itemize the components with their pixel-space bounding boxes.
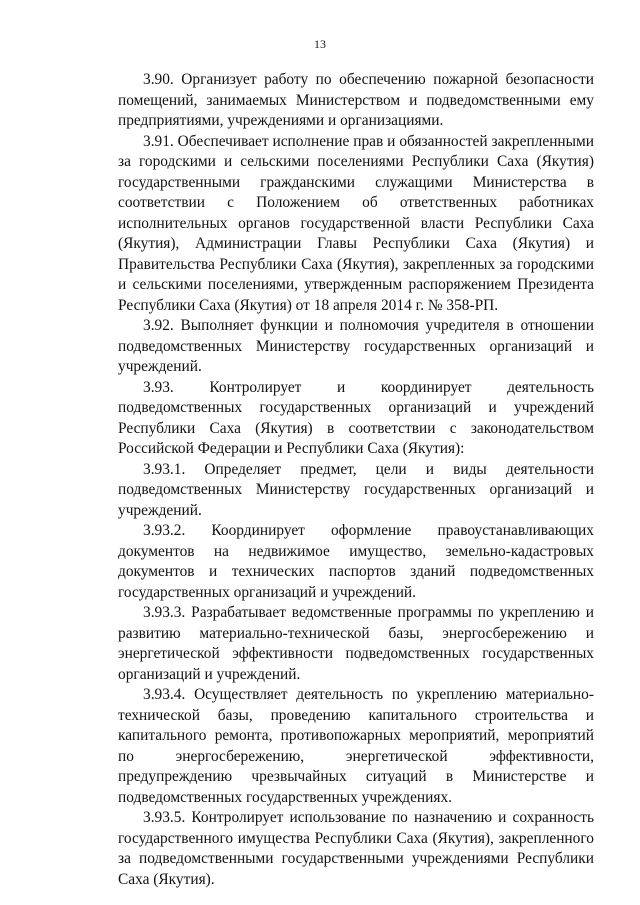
paragraph-3-91: 3.91. Обеспечивает исполнение прав и обязанностей закрепленными за городскими и сельскими поселениями Республики Саха (Якутия) государственными гражданскими служащими Министерства в соответствии с Положением об ответственных работниках исполнительных органов государственной власти Республики Саха (Якутия), Администрации Главы Республики Саха (Якутия) и Правительства Республики Саха (Якутия), закрепленных за городскими и сельскими поселениями, утвержденным распоряжением Президента Республики Саха (Якутия) от 18 апреля 2014 г. № 358-РП. <box>118 132 594 314</box>
paragraph-3-93-5: 3.93.5. Контролирует использование по назначению и сохранность государственного имущества Республики Саха (Якутия), закрепленного за подведомственными государственными учреждениями Республики Саха (Якутия). <box>118 809 594 888</box>
paragraph-3-93-4: 3.93.4. Осуществляет деятельность по укреплению материально-технической базы, проведению капитального строительства и капитального ремонта, противопожарных мероприятий, мероприятий по энергосбережению, энергетической эффективности, предупреждению чрезвычайных ситуаций в Министерстве и подведомственных государственных учреждениях. <box>118 686 594 806</box>
paragraph-3-93-1: 3.93.1. Определяет предмет, цели и виды деятельности подведомственных Министерству государственных организаций и учреждений. <box>118 460 594 519</box>
paragraph-3-93: 3.93. Контролирует и координирует деятельность подведомственных государственных организаций и учреждений Республики Саха (Якутия) в соответствии с законодательством Российской Федерации и Республики Саха (Якутия): <box>118 378 594 457</box>
paragraph-3-92: 3.92. Выполняет функции и полномочия учредителя в отношении подведомственных Министерству государственных организаций и учреждений. <box>118 317 594 375</box>
page-number: 13 <box>314 37 326 51</box>
paragraph-3-93-3: 3.93.3. Разрабатывает ведомственные программы по укреплению и развитию материально-технической базы, энергосбережению и энергетической эффективности подведомственных государственных организаций и учреждений. <box>118 604 594 683</box>
document-body <box>118 70 594 890</box>
paragraph-3-90: 3.90. Организует работу по обеспечению пожарной безопасности помещений, занимаемых Министерством и подведомственными ему предприятиями, учреждениями и организациями. <box>118 71 594 129</box>
paragraph-3-93-2: 3.93.2. Координирует оформление правоустанавливающих документов на недвижимое имущество, земельно-кадастровых документов и технических паспортов зданий подведомственных государственных организаций и учреждений. <box>118 522 594 601</box>
